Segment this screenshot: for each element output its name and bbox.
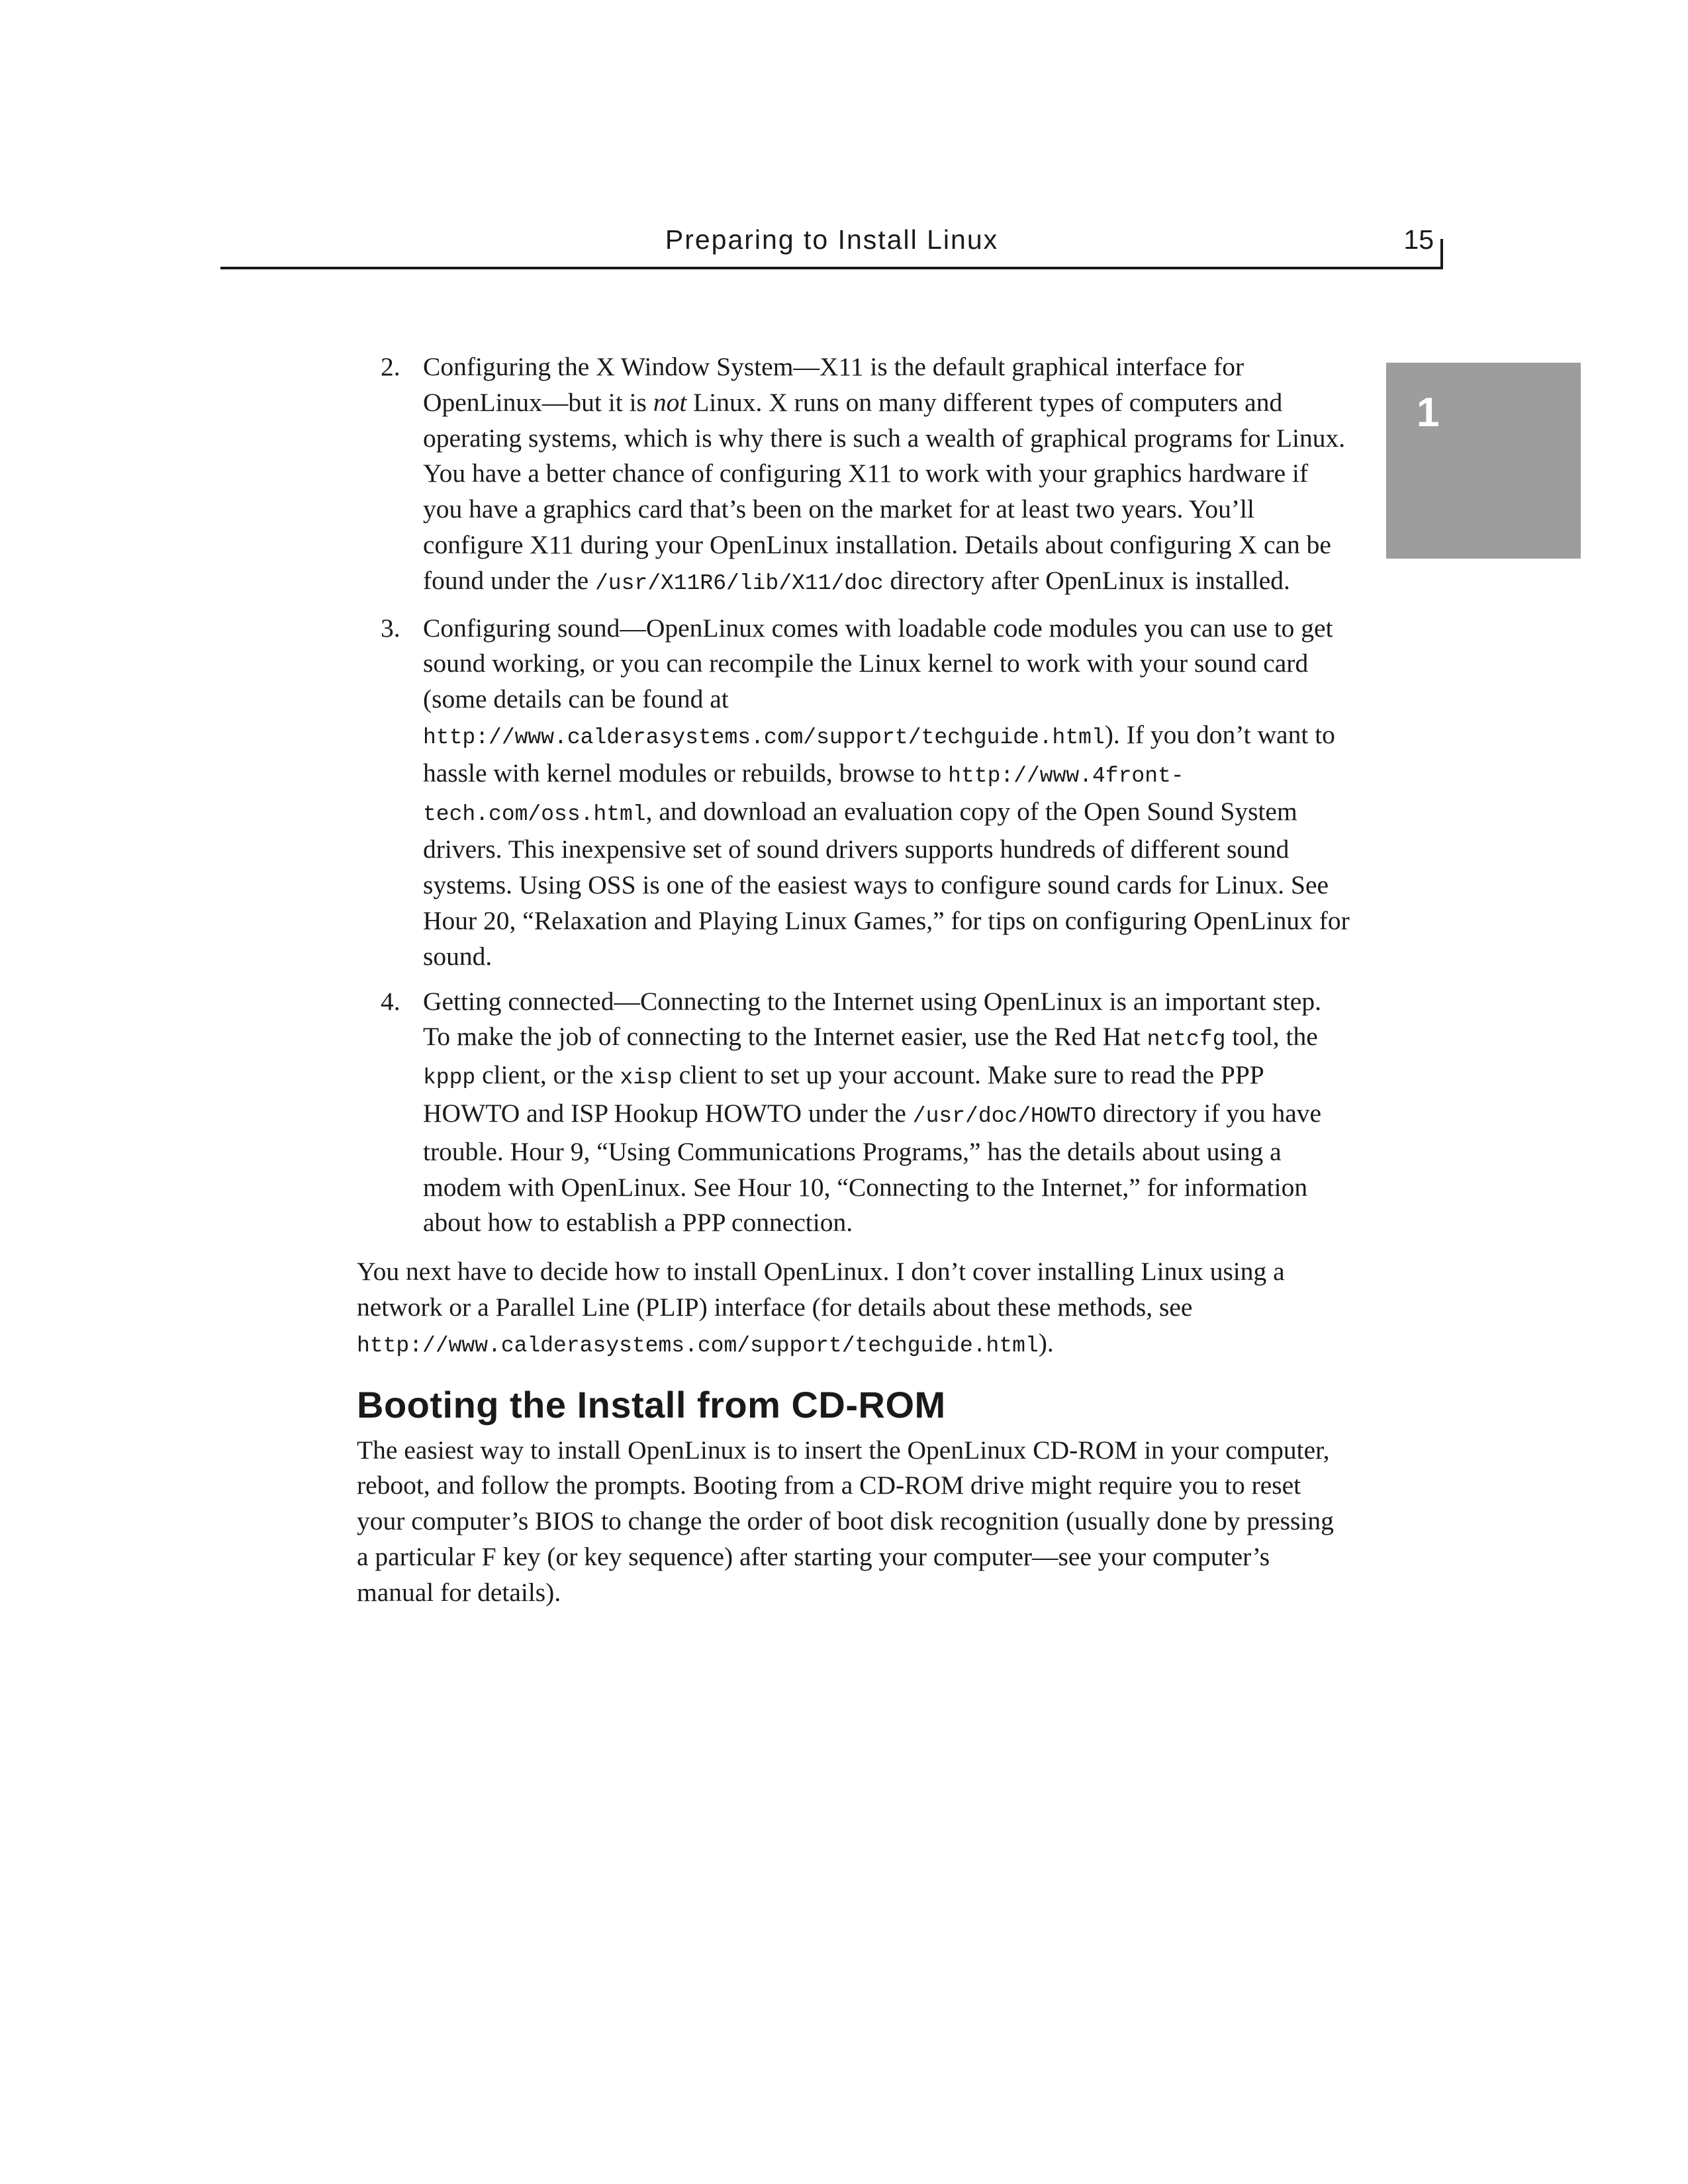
list-item-4	[357, 984, 1350, 1242]
list-number: 4.	[381, 986, 400, 1016]
page-number: 15	[1403, 224, 1434, 255]
list-text: directory if you have trouble. Hour 9, “Using Communications Programs,” has the details about using a modem with OpenLinux. See Hour 10, “Connecting to the Internet,” for information about how to establish a PPP connection.	[423, 1098, 1322, 1238]
list-text: client to set up your account. Make sure to read the PPP HOWTO and ISP Hookup HOWTO under the	[423, 1060, 1264, 1128]
list-text: Getting connected—Connecting to the Internet using OpenLinux is an important step. To make the job of connecting to the Internet easier, use the Red Hat	[423, 986, 1321, 1052]
inline-code: xisp	[620, 1066, 673, 1091]
section-paragraph: The easiest way to install OpenLinux is to insert the OpenLinux CD-ROM in your computer, reboot, and follow the prompts. Booting from a CD-ROM drive might require you to reset your computer’s BIOS to change the order of boot disk recognition (usually done by pressing a particular F key (or key sequence) after starting your computer—see your computer’s manual for details).	[357, 1435, 1334, 1607]
list-text: Configuring sound—OpenLinux comes with loadable code modules you can use to get sound working, or you can recompile the Linux kernel to work with your sound card (some details can be found at	[423, 613, 1333, 714]
list-text: tool, the	[1225, 1022, 1318, 1052]
list-text: ). If you don’t want to hassle with kernel modules or rebuilds, browse to	[423, 719, 1335, 788]
list-item-2	[357, 349, 1350, 602]
list-text: directory after OpenLinux is installed.	[883, 565, 1290, 595]
list-text: Configuring the X Window System—X11 is the default graphical interface for OpenLinux—but it is	[423, 352, 1244, 417]
chapter-number: 1	[1417, 390, 1440, 435]
list-text: client, or the	[475, 1060, 620, 1090]
header-rule-tick	[1440, 239, 1443, 269]
inline-code: /usr/X11R6/lib/X11/doc	[594, 570, 884, 596]
inline-code: http://www.calderasystems.com/support/techguide.html	[423, 725, 1105, 750]
list-number: 3.	[381, 613, 400, 643]
inline-code: http://www.4front-tech.com/oss.html	[423, 763, 1184, 827]
list-text: Linux. X runs on many different types of computers and operating systems, which is why there is such a wealth of graphical programs for Linux. You have a better chance of configuring X11 to work with your graphics hardware if you have a graphics card that’s been on the market for at least two years. You’ll configure X11 during your OpenLinux installation. Details about configuring X can be found under the	[423, 387, 1346, 595]
list-text: , and download an evaluation copy of the Open Sound System drivers. This inexpensive set of sound drivers supports hundreds of different sound systems. Using OSS is one of the easiest ways to configure sound cards for Linux. See Hour 20, “Relaxation and Playing Linux Games,” for tips on configuring OpenLinux for sound.	[423, 796, 1350, 971]
header-rule	[220, 267, 1443, 269]
main-content	[357, 349, 1350, 1611]
paragraph-text: ).	[1038, 1328, 1054, 1357]
inline-code: http://www.calderasystems.com/support/techguide.html	[357, 1333, 1039, 1358]
list-item-3	[357, 611, 1350, 975]
emphasis: not	[653, 387, 687, 417]
inline-code: /usr/doc/HOWTO	[912, 1103, 1097, 1128]
body-paragraph	[357, 1254, 1350, 1363]
chapter-tab	[1386, 363, 1581, 559]
running-header	[220, 220, 1443, 269]
numbered-list	[357, 349, 1350, 1241]
paragraph-text: You next have to decide how to install OpenLinux. I don’t cover installing Linux using a network or a Parallel Line (PLIP) interface (for details about these methods, see	[357, 1257, 1285, 1322]
list-number: 2.	[381, 352, 400, 381]
inline-code: netcfg	[1147, 1027, 1226, 1052]
inline-code: kppp	[423, 1066, 476, 1091]
running-title: Preparing to Install Linux	[665, 224, 999, 255]
section-heading: Booting the Install from CD-ROM	[357, 1383, 946, 1426]
